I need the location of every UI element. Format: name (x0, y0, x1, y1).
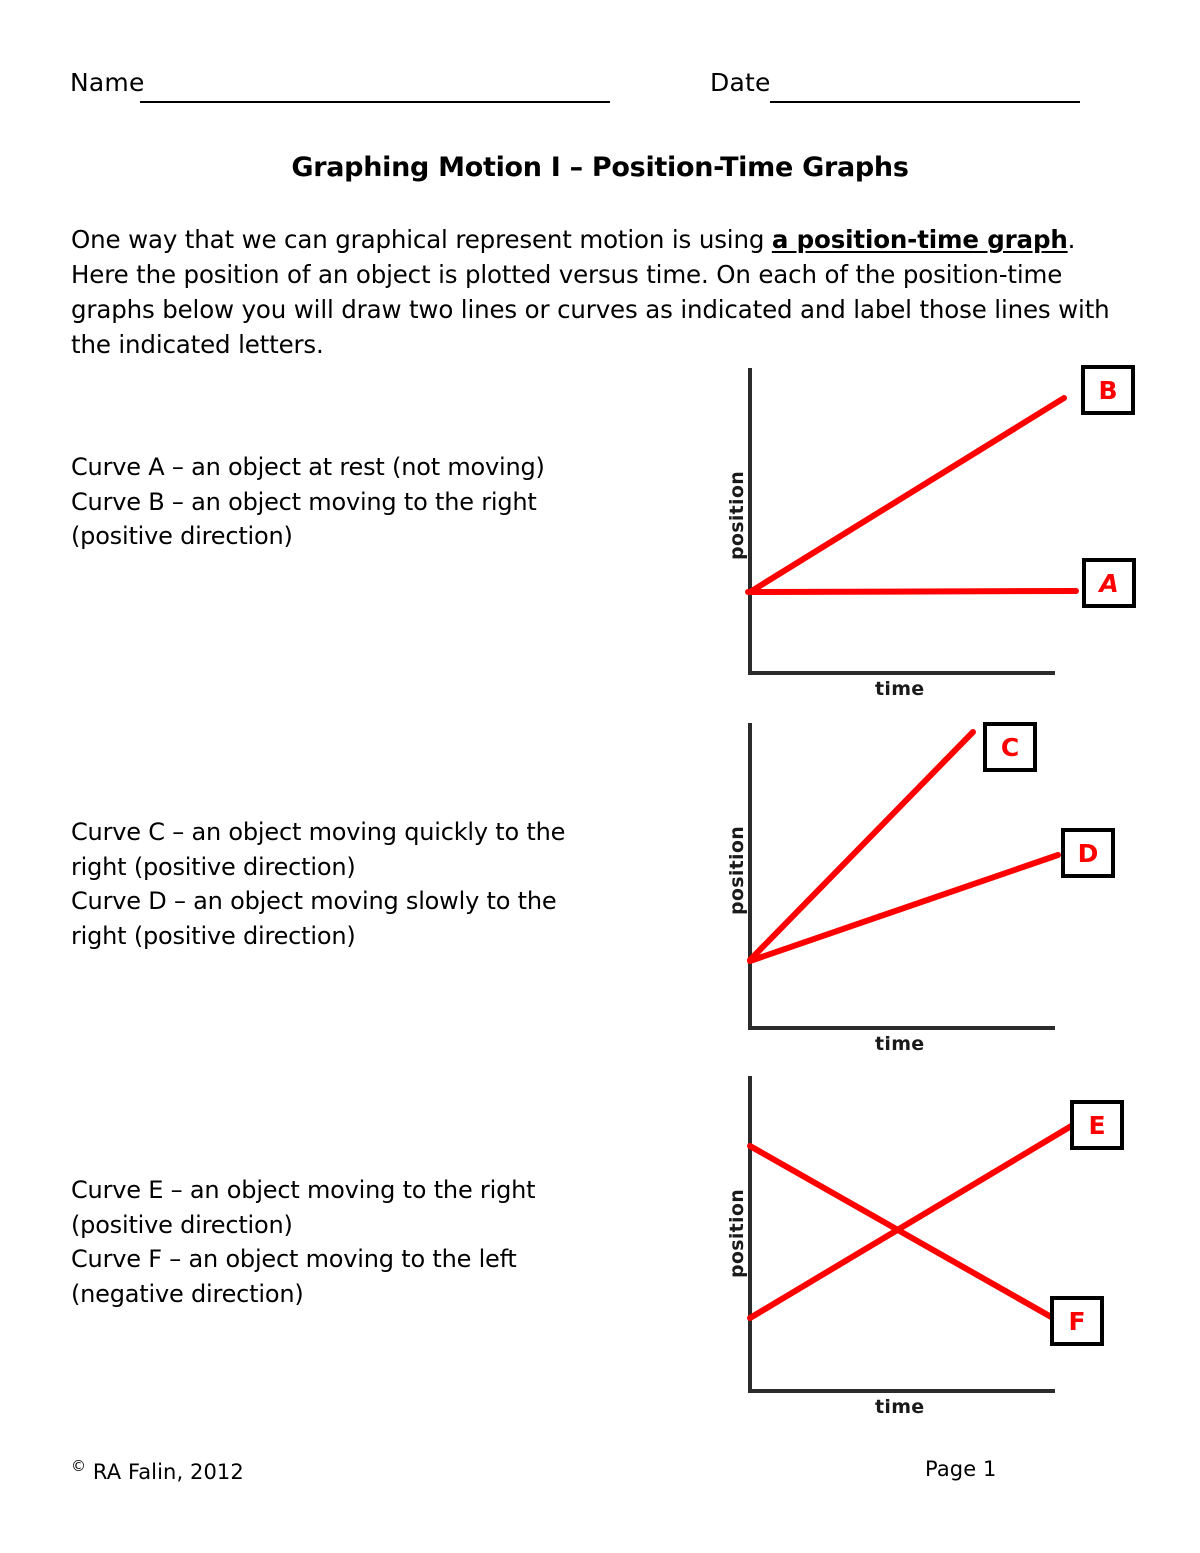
page-title: Graphing Motion I – Position-Time Graphs (291, 152, 909, 183)
copyright-icon: © (71, 1457, 87, 1475)
position-time-graph-2 (720, 715, 1140, 1055)
footer-copyright (71, 1457, 244, 1484)
curve-description-ab: Curve A – an object at rest (not moving) Curve B – an object moving to the right (positive direction) (71, 453, 545, 550)
curve-label-box-d: D (1061, 828, 1115, 878)
graph-2-x-axis-label: time (875, 1033, 925, 1055)
curve-label-box-c: C (983, 722, 1037, 772)
intro-paragraph (71, 222, 1131, 362)
position-time-graph-1 (720, 360, 1140, 700)
date-label: Date (710, 68, 771, 97)
intro-text-part1: One way that we can graphical represent motion is using (71, 225, 772, 254)
graph-2-plot (720, 715, 1140, 1045)
curve-c-line (750, 732, 973, 960)
header-fields (70, 68, 1080, 108)
name-label: Name (70, 68, 145, 97)
graph-1-plot (720, 360, 1140, 690)
curve-label-box-e: E (1070, 1100, 1124, 1150)
curve-a-line (748, 591, 1076, 592)
curve-label-box-b: B (1081, 365, 1135, 415)
graph-1-y-axis-label: position (726, 470, 748, 560)
curve-label-box-a: A (1082, 558, 1136, 608)
intro-emphasis: a position-time graph (771, 225, 1068, 254)
curve-description-ef: Curve E – an object moving to the right (positive direction) Curve F – an object moving to the left (negative direction) (71, 1176, 536, 1308)
curve-description-cd: Curve C – an object moving quickly to the right (positive direction) Curve D – an object moving slowly to the right (positive direction) (71, 818, 566, 950)
graph-2-y-axis-label: position (726, 825, 748, 915)
intro-text-part2: . Here the position of an object is plotted versus time. On each of the position-time graphs below you will draw two lines or curves as indicated and label those lines with the indicated letters. (71, 225, 1110, 359)
graph-3-x-axis-label: time (875, 1396, 925, 1418)
curve-d-line (750, 855, 1058, 961)
curve-e-line (750, 1125, 1073, 1318)
name-write-in-line[interactable] (140, 101, 610, 103)
footer-copyright-text: RA Falin, 2012 (86, 1460, 244, 1484)
graph-1-x-axis-label: time (875, 678, 925, 700)
graph-3-y-axis-label: position (726, 1188, 748, 1278)
date-write-in-line[interactable] (770, 101, 1080, 103)
position-time-graph-3 (720, 1068, 1140, 1418)
footer-page-number: Page 1 (925, 1457, 997, 1481)
curve-label-box-f: F (1050, 1296, 1104, 1346)
curve-b-line (750, 398, 1064, 592)
